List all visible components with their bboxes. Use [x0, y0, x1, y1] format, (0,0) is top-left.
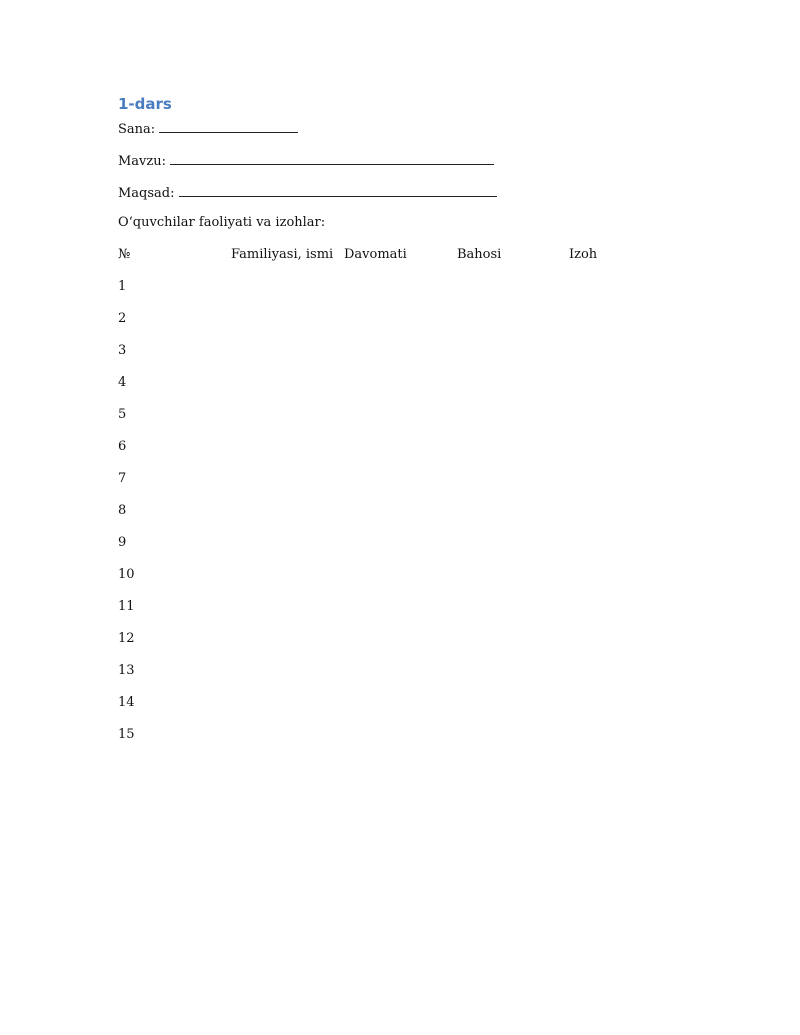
table-row-number: 3	[118, 343, 127, 358]
table-row-number: 14	[118, 695, 135, 710]
topic-blank-line	[170, 150, 494, 165]
header-note: Izoh	[569, 247, 598, 262]
activity-heading: O‘quvchilar faoliyati va izohlar:	[118, 215, 326, 230]
table-row-number: 6	[118, 439, 127, 454]
table-row-number: 11	[118, 599, 135, 614]
header-number: №	[118, 247, 131, 262]
table-row-number: 10	[118, 567, 135, 582]
table-row-number: 12	[118, 631, 135, 646]
table-row-number: 4	[118, 375, 127, 390]
topic-label: Mavzu:	[118, 154, 167, 169]
date-blank-line	[159, 118, 298, 133]
header-full-name: Familiyasi, ismi	[231, 247, 334, 262]
table-row-number: 13	[118, 663, 135, 678]
table-row-number: 2	[118, 311, 127, 326]
table-row-number: 8	[118, 503, 127, 518]
table-row-number: 5	[118, 407, 127, 422]
table-row-number: 1	[118, 279, 127, 294]
date-field	[118, 118, 298, 139]
header-attendance: Davomati	[344, 247, 407, 262]
goal-field	[118, 182, 497, 203]
goal-label: Maqsad:	[118, 186, 175, 201]
table-row-number: 7	[118, 471, 127, 486]
topic-field	[118, 150, 494, 171]
header-grade: Bahosi	[457, 247, 502, 262]
goal-blank-line	[179, 182, 497, 197]
table-row-number: 15	[118, 727, 135, 742]
date-label: Sana:	[118, 122, 156, 137]
table-row-number: 9	[118, 535, 127, 550]
lesson-title: 1-dars	[118, 95, 172, 113]
